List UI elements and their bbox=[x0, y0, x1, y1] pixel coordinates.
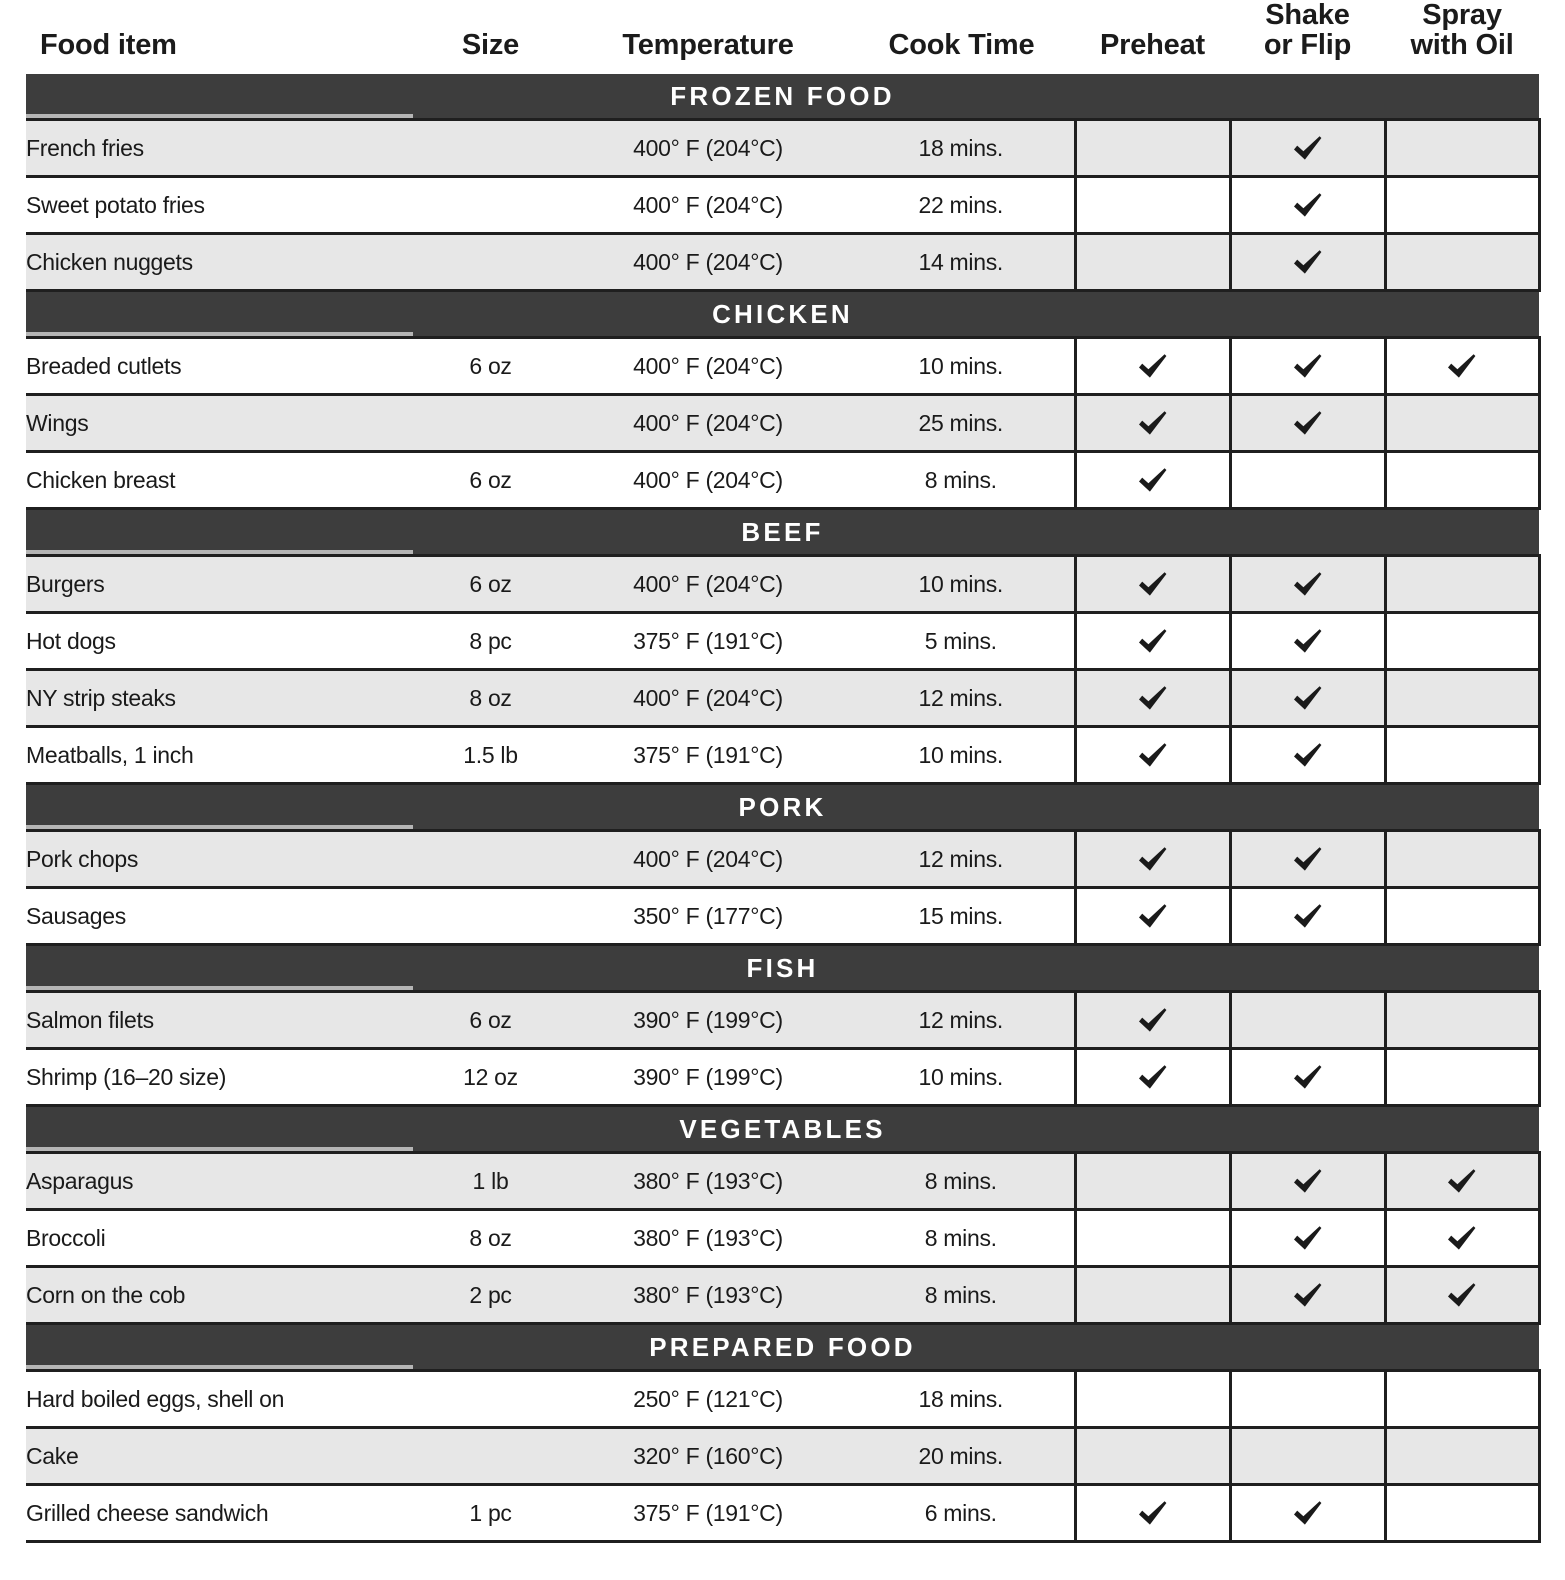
section-title: VEGETABLES bbox=[679, 1114, 886, 1145]
check-icon-spray-with-oil bbox=[1445, 683, 1479, 713]
cell-spray-with-oil bbox=[1385, 1267, 1539, 1324]
cell-temperature: 400° F (204°C) bbox=[568, 338, 848, 395]
table-row bbox=[26, 1371, 1539, 1428]
check-icon-shake-or-flip bbox=[1291, 569, 1325, 599]
cell-spray-with-oil bbox=[1385, 1485, 1539, 1542]
check-icon-shake-or-flip bbox=[1291, 1384, 1325, 1414]
cell-spray-with-oil bbox=[1385, 888, 1539, 945]
cell-spray-with-oil bbox=[1385, 1210, 1539, 1267]
cell-cook-time: 18 mins. bbox=[848, 120, 1075, 177]
section-title: BEEF bbox=[741, 517, 824, 548]
check-icon-preheat bbox=[1136, 569, 1170, 599]
cell-shake-or-flip bbox=[1230, 395, 1385, 452]
table-row bbox=[26, 992, 1539, 1049]
cell-spray-with-oil bbox=[1385, 670, 1539, 727]
section-header-row bbox=[26, 291, 1539, 338]
cell-spray-with-oil bbox=[1385, 1049, 1539, 1106]
check-icon-preheat bbox=[1136, 1280, 1170, 1310]
check-icon-shake-or-flip bbox=[1291, 1062, 1325, 1092]
check-icon-spray-with-oil bbox=[1445, 1223, 1479, 1253]
section-header-cell bbox=[26, 1106, 1539, 1153]
cell-spray-with-oil bbox=[1385, 120, 1539, 177]
cell-size: 1.5 lb bbox=[413, 727, 568, 784]
cell-temperature: 250° F (121°C) bbox=[568, 1371, 848, 1428]
section-band bbox=[26, 1325, 1539, 1369]
table-row bbox=[26, 1267, 1539, 1324]
cell-food-item: Burgers bbox=[26, 556, 413, 613]
check-icon-spray-with-oil bbox=[1445, 1384, 1479, 1414]
cell-cook-time: 25 mins. bbox=[848, 395, 1075, 452]
section-header-cell bbox=[26, 784, 1539, 831]
table-row bbox=[26, 888, 1539, 945]
check-icon-shake-or-flip bbox=[1291, 1441, 1325, 1471]
cell-temperature: 400° F (204°C) bbox=[568, 452, 848, 509]
cell-spray-with-oil bbox=[1385, 452, 1539, 509]
cell-spray-with-oil bbox=[1385, 831, 1539, 888]
check-icon-shake-or-flip bbox=[1291, 1005, 1325, 1035]
cooking-chart-table bbox=[26, 0, 1541, 1543]
table-row bbox=[26, 1485, 1539, 1542]
cell-spray-with-oil bbox=[1385, 727, 1539, 784]
column-header-spray-with-oil bbox=[1385, 0, 1539, 74]
check-icon-shake-or-flip bbox=[1291, 901, 1325, 931]
column-header-preheat: Preheat bbox=[1075, 0, 1230, 74]
cell-size bbox=[413, 120, 568, 177]
check-icon-preheat bbox=[1136, 465, 1170, 495]
table-body bbox=[26, 74, 1539, 1542]
cell-spray-with-oil bbox=[1385, 1428, 1539, 1485]
cell-shake-or-flip bbox=[1230, 452, 1385, 509]
check-icon-spray-with-oil bbox=[1445, 133, 1479, 163]
cell-size bbox=[413, 395, 568, 452]
cell-preheat bbox=[1075, 670, 1230, 727]
cell-cook-time: 14 mins. bbox=[848, 234, 1075, 291]
check-icon-shake-or-flip bbox=[1291, 740, 1325, 770]
cell-cook-time: 15 mins. bbox=[848, 888, 1075, 945]
section-band bbox=[26, 1107, 1539, 1151]
cell-shake-or-flip bbox=[1230, 1210, 1385, 1267]
cell-temperature: 400° F (204°C) bbox=[568, 177, 848, 234]
table-row bbox=[26, 234, 1539, 291]
table-row bbox=[26, 1428, 1539, 1485]
table-row bbox=[26, 613, 1539, 670]
cell-preheat bbox=[1075, 613, 1230, 670]
cell-size bbox=[413, 888, 568, 945]
cell-shake-or-flip bbox=[1230, 1428, 1385, 1485]
cell-shake-or-flip bbox=[1230, 556, 1385, 613]
check-icon-shake-or-flip bbox=[1291, 1280, 1325, 1310]
cell-preheat bbox=[1075, 395, 1230, 452]
cell-size: 1 lb bbox=[413, 1153, 568, 1210]
check-icon-shake-or-flip bbox=[1291, 351, 1325, 381]
section-header-cell bbox=[26, 945, 1539, 992]
cell-shake-or-flip bbox=[1230, 1153, 1385, 1210]
cell-food-item: NY strip steaks bbox=[26, 670, 413, 727]
cell-shake-or-flip bbox=[1230, 670, 1385, 727]
cell-preheat bbox=[1075, 992, 1230, 1049]
section-band bbox=[26, 946, 1539, 990]
check-icon-shake-or-flip bbox=[1291, 683, 1325, 713]
check-icon-shake-or-flip bbox=[1291, 1166, 1325, 1196]
cell-food-item: Corn on the cob bbox=[26, 1267, 413, 1324]
check-icon-preheat bbox=[1136, 133, 1170, 163]
cell-preheat bbox=[1075, 177, 1230, 234]
column-header-spray-with-oil-line1: Spray bbox=[1422, 0, 1502, 31]
column-header-temperature: Temperature bbox=[568, 0, 848, 74]
table-row bbox=[26, 1049, 1539, 1106]
check-icon-preheat bbox=[1136, 844, 1170, 874]
table-row bbox=[26, 670, 1539, 727]
cell-shake-or-flip bbox=[1230, 234, 1385, 291]
cell-size: 8 oz bbox=[413, 670, 568, 727]
check-icon-shake-or-flip bbox=[1291, 844, 1325, 874]
cell-shake-or-flip bbox=[1230, 1371, 1385, 1428]
column-header-shake-or-flip bbox=[1230, 0, 1385, 74]
check-icon-spray-with-oil bbox=[1445, 1166, 1479, 1196]
cell-size: 8 oz bbox=[413, 1210, 568, 1267]
section-band bbox=[26, 510, 1539, 554]
cell-food-item: Broccoli bbox=[26, 1210, 413, 1267]
check-icon-spray-with-oil bbox=[1445, 740, 1479, 770]
section-header-row bbox=[26, 784, 1539, 831]
check-icon-spray-with-oil bbox=[1445, 465, 1479, 495]
check-icon-preheat bbox=[1136, 351, 1170, 381]
cell-preheat bbox=[1075, 831, 1230, 888]
cell-temperature: 320° F (160°C) bbox=[568, 1428, 848, 1485]
check-icon-spray-with-oil bbox=[1445, 1498, 1479, 1528]
cell-spray-with-oil bbox=[1385, 395, 1539, 452]
cell-preheat bbox=[1075, 338, 1230, 395]
table-row bbox=[26, 338, 1539, 395]
cell-preheat bbox=[1075, 452, 1230, 509]
cell-preheat bbox=[1075, 1210, 1230, 1267]
cell-temperature: 380° F (193°C) bbox=[568, 1153, 848, 1210]
header-row bbox=[26, 0, 1539, 74]
cell-preheat bbox=[1075, 1267, 1230, 1324]
table-row bbox=[26, 452, 1539, 509]
cell-cook-time: 8 mins. bbox=[848, 452, 1075, 509]
section-header-row bbox=[26, 509, 1539, 556]
check-icon-spray-with-oil bbox=[1445, 408, 1479, 438]
cell-preheat bbox=[1075, 1371, 1230, 1428]
cell-preheat bbox=[1075, 120, 1230, 177]
section-header-row bbox=[26, 1324, 1539, 1371]
section-header-cell bbox=[26, 291, 1539, 338]
cell-temperature: 400° F (204°C) bbox=[568, 234, 848, 291]
cell-cook-time: 10 mins. bbox=[848, 1049, 1075, 1106]
cell-cook-time: 10 mins. bbox=[848, 727, 1075, 784]
cell-shake-or-flip bbox=[1230, 1485, 1385, 1542]
check-icon-shake-or-flip bbox=[1291, 465, 1325, 495]
section-header-row bbox=[26, 945, 1539, 992]
check-icon-shake-or-flip bbox=[1291, 408, 1325, 438]
check-icon-preheat bbox=[1136, 901, 1170, 931]
section-title: PREPARED FOOD bbox=[649, 1332, 916, 1363]
cell-shake-or-flip bbox=[1230, 338, 1385, 395]
cell-temperature: 400° F (204°C) bbox=[568, 831, 848, 888]
check-icon-spray-with-oil bbox=[1445, 901, 1479, 931]
check-icon-shake-or-flip bbox=[1291, 626, 1325, 656]
cell-shake-or-flip bbox=[1230, 831, 1385, 888]
cell-shake-or-flip bbox=[1230, 1049, 1385, 1106]
check-icon-preheat bbox=[1136, 1005, 1170, 1035]
cell-shake-or-flip bbox=[1230, 888, 1385, 945]
check-icon-shake-or-flip bbox=[1291, 1498, 1325, 1528]
cell-cook-time: 8 mins. bbox=[848, 1153, 1075, 1210]
section-header-cell bbox=[26, 1324, 1539, 1371]
cell-preheat bbox=[1075, 1428, 1230, 1485]
check-icon-preheat bbox=[1136, 1223, 1170, 1253]
cell-preheat bbox=[1075, 1153, 1230, 1210]
cell-size: 6 oz bbox=[413, 338, 568, 395]
cell-food-item: Wings bbox=[26, 395, 413, 452]
check-icon-spray-with-oil bbox=[1445, 569, 1479, 599]
table-row bbox=[26, 831, 1539, 888]
section-band-notch bbox=[26, 825, 413, 829]
cell-size: 1 pc bbox=[413, 1485, 568, 1542]
cell-temperature: 400° F (204°C) bbox=[568, 120, 848, 177]
cell-spray-with-oil bbox=[1385, 556, 1539, 613]
check-icon-spray-with-oil bbox=[1445, 1280, 1479, 1310]
table-row bbox=[26, 556, 1539, 613]
cell-food-item: Salmon filets bbox=[26, 992, 413, 1049]
check-icon-preheat bbox=[1136, 190, 1170, 220]
check-icon-preheat bbox=[1136, 740, 1170, 770]
cell-temperature: 375° F (191°C) bbox=[568, 727, 848, 784]
cell-cook-time: 12 mins. bbox=[848, 670, 1075, 727]
cell-cook-time: 12 mins. bbox=[848, 831, 1075, 888]
cell-cook-time: 20 mins. bbox=[848, 1428, 1075, 1485]
check-icon-spray-with-oil bbox=[1445, 626, 1479, 656]
cell-size: 6 oz bbox=[413, 992, 568, 1049]
cell-food-item: Sausages bbox=[26, 888, 413, 945]
column-header-shake-or-flip-line1: Shake bbox=[1265, 0, 1350, 31]
cell-temperature: 375° F (191°C) bbox=[568, 1485, 848, 1542]
cell-shake-or-flip bbox=[1230, 992, 1385, 1049]
cell-spray-with-oil bbox=[1385, 234, 1539, 291]
check-icon-preheat bbox=[1136, 247, 1170, 277]
column-header-cook-time: Cook Time bbox=[848, 0, 1075, 74]
cell-shake-or-flip bbox=[1230, 613, 1385, 670]
section-title: CHICKEN bbox=[712, 299, 853, 330]
cell-cook-time: 10 mins. bbox=[848, 338, 1075, 395]
check-icon-shake-or-flip bbox=[1291, 247, 1325, 277]
check-icon-spray-with-oil bbox=[1445, 351, 1479, 381]
cell-cook-time: 18 mins. bbox=[848, 1371, 1075, 1428]
cell-temperature: 390° F (199°C) bbox=[568, 1049, 848, 1106]
section-band-notch bbox=[26, 332, 413, 336]
cell-food-item: French fries bbox=[26, 120, 413, 177]
cell-size: 12 oz bbox=[413, 1049, 568, 1106]
section-band-notch bbox=[26, 986, 413, 990]
check-icon-spray-with-oil bbox=[1445, 190, 1479, 220]
cell-size: 6 oz bbox=[413, 452, 568, 509]
check-icon-spray-with-oil bbox=[1445, 1005, 1479, 1035]
cell-preheat bbox=[1075, 1049, 1230, 1106]
table-header bbox=[26, 0, 1539, 74]
cell-preheat bbox=[1075, 234, 1230, 291]
section-header-cell bbox=[26, 509, 1539, 556]
cell-food-item: Breaded cutlets bbox=[26, 338, 413, 395]
column-header-shake-or-flip-line2: or Flip bbox=[1263, 29, 1352, 62]
section-band-notch bbox=[26, 1365, 413, 1369]
cell-shake-or-flip bbox=[1230, 177, 1385, 234]
cell-size bbox=[413, 1371, 568, 1428]
check-icon-spray-with-oil bbox=[1445, 1441, 1479, 1471]
cell-cook-time: 8 mins. bbox=[848, 1267, 1075, 1324]
section-band-notch bbox=[26, 114, 413, 118]
cell-size: 6 oz bbox=[413, 556, 568, 613]
cell-temperature: 400° F (204°C) bbox=[568, 556, 848, 613]
check-icon-preheat bbox=[1136, 1441, 1170, 1471]
cell-food-item: Meatballs, 1 inch bbox=[26, 727, 413, 784]
cell-temperature: 400° F (204°C) bbox=[568, 670, 848, 727]
cell-size: 2 pc bbox=[413, 1267, 568, 1324]
cell-cook-time: 8 mins. bbox=[848, 1210, 1075, 1267]
cell-food-item: Shrimp (16–20 size) bbox=[26, 1049, 413, 1106]
section-header-row bbox=[26, 1106, 1539, 1153]
cell-temperature: 380° F (193°C) bbox=[568, 1210, 848, 1267]
cell-food-item: Hot dogs bbox=[26, 613, 413, 670]
cell-cook-time: 10 mins. bbox=[848, 556, 1075, 613]
cell-food-item: Cake bbox=[26, 1428, 413, 1485]
cell-cook-time: 6 mins. bbox=[848, 1485, 1075, 1542]
section-header-row bbox=[26, 74, 1539, 120]
section-band-notch bbox=[26, 1147, 413, 1151]
cell-food-item: Asparagus bbox=[26, 1153, 413, 1210]
cell-shake-or-flip bbox=[1230, 727, 1385, 784]
check-icon-preheat bbox=[1136, 683, 1170, 713]
cell-spray-with-oil bbox=[1385, 177, 1539, 234]
cell-food-item: Hard boiled eggs, shell on bbox=[26, 1371, 413, 1428]
check-icon-shake-or-flip bbox=[1291, 133, 1325, 163]
cell-cook-time: 22 mins. bbox=[848, 177, 1075, 234]
cell-spray-with-oil bbox=[1385, 1371, 1539, 1428]
cell-temperature: 390° F (199°C) bbox=[568, 992, 848, 1049]
cell-preheat bbox=[1075, 556, 1230, 613]
section-band bbox=[26, 74, 1539, 118]
table-row bbox=[26, 1153, 1539, 1210]
section-title: PORK bbox=[738, 792, 827, 823]
cell-spray-with-oil bbox=[1385, 613, 1539, 670]
cell-size bbox=[413, 831, 568, 888]
check-icon-spray-with-oil bbox=[1445, 1062, 1479, 1092]
section-header-cell bbox=[26, 74, 1539, 120]
check-icon-spray-with-oil bbox=[1445, 844, 1479, 874]
cell-size: 8 pc bbox=[413, 613, 568, 670]
cell-temperature: 400° F (204°C) bbox=[568, 395, 848, 452]
check-icon-preheat bbox=[1136, 626, 1170, 656]
cell-size bbox=[413, 177, 568, 234]
section-band-notch bbox=[26, 550, 413, 554]
cell-food-item: Pork chops bbox=[26, 831, 413, 888]
check-icon-preheat bbox=[1136, 1498, 1170, 1528]
check-icon-preheat bbox=[1136, 1166, 1170, 1196]
check-icon-spray-with-oil bbox=[1445, 247, 1479, 277]
table-row bbox=[26, 395, 1539, 452]
cell-food-item: Grilled cheese sandwich bbox=[26, 1485, 413, 1542]
check-icon-shake-or-flip bbox=[1291, 190, 1325, 220]
cell-food-item: Chicken breast bbox=[26, 452, 413, 509]
column-header-size: Size bbox=[413, 0, 568, 74]
cell-spray-with-oil bbox=[1385, 1153, 1539, 1210]
table-row bbox=[26, 1210, 1539, 1267]
cell-spray-with-oil bbox=[1385, 992, 1539, 1049]
cell-spray-with-oil bbox=[1385, 338, 1539, 395]
cell-temperature: 380° F (193°C) bbox=[568, 1267, 848, 1324]
cell-size bbox=[413, 234, 568, 291]
column-header-food-item: Food item bbox=[26, 0, 413, 74]
section-title: FROZEN FOOD bbox=[670, 81, 895, 112]
column-header-spray-with-oil-line2: with Oil bbox=[1410, 29, 1514, 62]
cell-food-item: Chicken nuggets bbox=[26, 234, 413, 291]
cell-cook-time: 5 mins. bbox=[848, 613, 1075, 670]
cell-size bbox=[413, 1428, 568, 1485]
cell-food-item: Sweet potato fries bbox=[26, 177, 413, 234]
cell-preheat bbox=[1075, 727, 1230, 784]
cell-preheat bbox=[1075, 888, 1230, 945]
cell-shake-or-flip bbox=[1230, 120, 1385, 177]
cell-cook-time: 12 mins. bbox=[848, 992, 1075, 1049]
check-icon-preheat bbox=[1136, 1384, 1170, 1414]
check-icon-preheat bbox=[1136, 1062, 1170, 1092]
cell-temperature: 350° F (177°C) bbox=[568, 888, 848, 945]
section-band bbox=[26, 292, 1539, 336]
check-icon-preheat bbox=[1136, 408, 1170, 438]
cell-shake-or-flip bbox=[1230, 1267, 1385, 1324]
cell-preheat bbox=[1075, 1485, 1230, 1542]
section-band bbox=[26, 785, 1539, 829]
check-icon-shake-or-flip bbox=[1291, 1223, 1325, 1253]
table-row bbox=[26, 120, 1539, 177]
cell-temperature: 375° F (191°C) bbox=[568, 613, 848, 670]
table-row bbox=[26, 177, 1539, 234]
section-title: FISH bbox=[746, 953, 819, 984]
table-row bbox=[26, 727, 1539, 784]
